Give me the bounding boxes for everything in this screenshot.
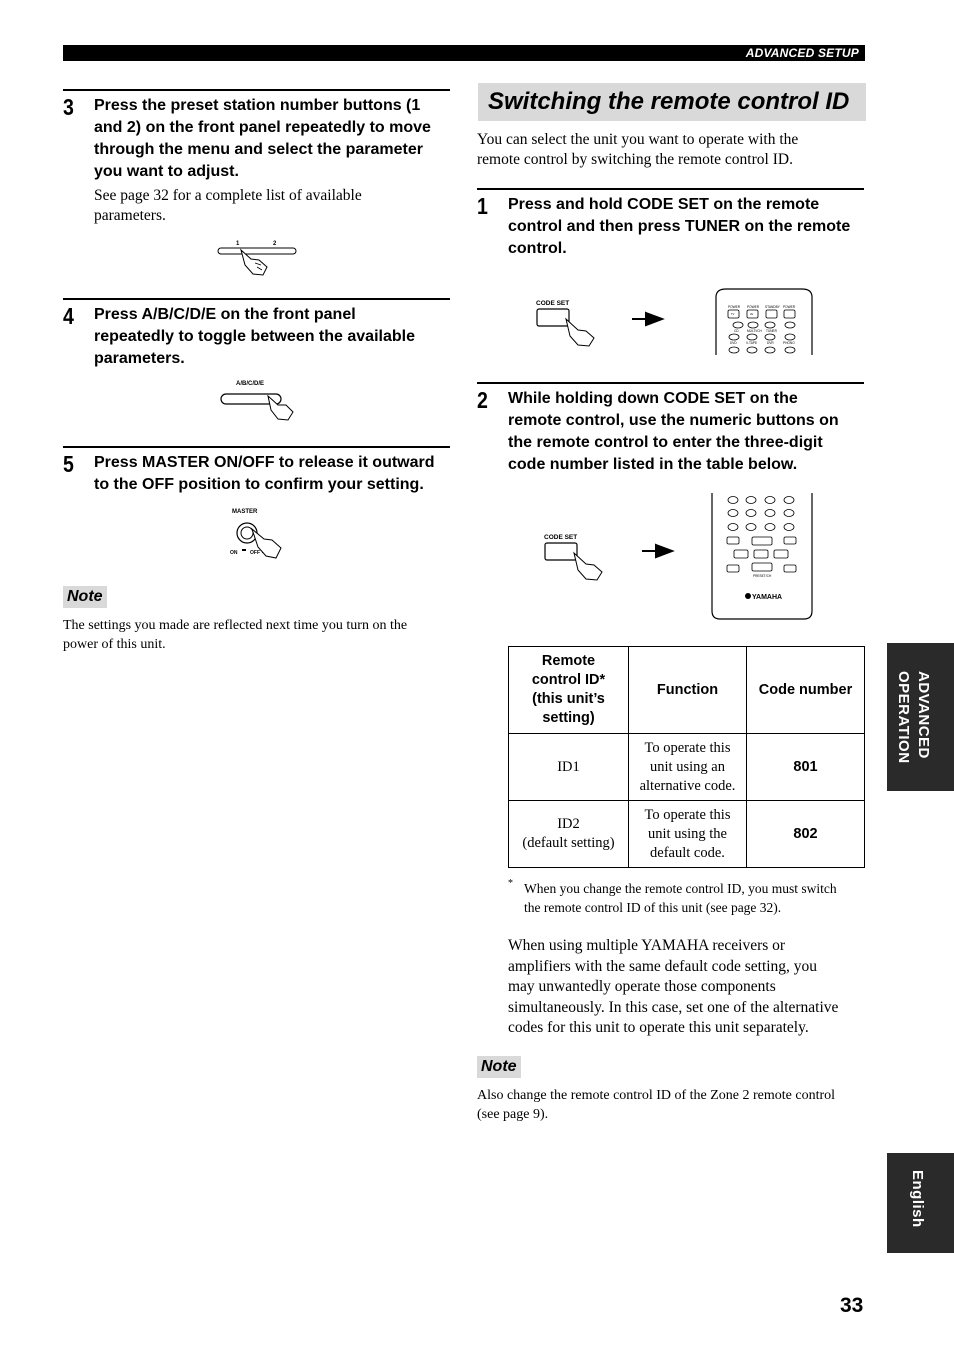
step-divider bbox=[477, 188, 864, 190]
step-5-number: 5 bbox=[63, 451, 74, 477]
right-step-2-number: 2 bbox=[477, 387, 488, 413]
code-number-table bbox=[508, 646, 865, 868]
cell-line: ID2 bbox=[557, 816, 580, 832]
note-line: power of this unit. bbox=[63, 637, 166, 652]
step-divider bbox=[63, 446, 450, 448]
cell-line: default code. bbox=[650, 844, 725, 861]
advanced-operation-label bbox=[893, 671, 933, 764]
table-cell-function bbox=[629, 734, 747, 801]
step-3-detail-line: parameters. bbox=[94, 207, 166, 224]
yamaha-logo: YAMAHA bbox=[752, 594, 783, 601]
table-header-row bbox=[509, 647, 865, 734]
tab-line: OPERATION bbox=[895, 671, 912, 764]
preset-label-2: 2 bbox=[273, 241, 277, 247]
step-divider bbox=[63, 298, 450, 300]
remote-label: POWER bbox=[747, 305, 760, 309]
remote-label: PHONO bbox=[783, 341, 795, 345]
right-step-2-instruction bbox=[508, 388, 868, 476]
step-4-number: 4 bbox=[63, 303, 74, 329]
cell-line: To operate this bbox=[644, 806, 731, 823]
language-tab[interactable] bbox=[887, 1153, 954, 1253]
table-row bbox=[509, 801, 865, 868]
step-divider bbox=[477, 382, 864, 384]
step-5-instruction bbox=[94, 452, 454, 496]
intro-line: You can select the unit you want to operate with the bbox=[477, 131, 799, 148]
preset-ch-label: PRESET/CH bbox=[753, 574, 772, 578]
header-line: setting) bbox=[542, 710, 595, 726]
step-3-detail bbox=[94, 186, 454, 226]
step-5-line: Press MASTER ON/OFF to release it outward bbox=[94, 454, 435, 471]
table-header-id bbox=[509, 647, 629, 734]
master-label: MASTER bbox=[232, 509, 258, 515]
remote-label: POWER bbox=[728, 305, 741, 309]
paragraph-line: simultaneously. In this case, set one of the alternative bbox=[508, 998, 839, 1016]
advanced-operation-tab[interactable] bbox=[887, 643, 954, 791]
step-4-line: parameters. bbox=[94, 350, 185, 367]
header-line: (this unit’s bbox=[532, 691, 605, 707]
cell-line: unit using an bbox=[650, 758, 725, 775]
paragraph-line: When using multiple YAMAHA receivers or bbox=[508, 937, 786, 954]
code-set-label: CODE SET bbox=[536, 300, 570, 307]
arrow-icon bbox=[630, 311, 666, 327]
code-set-button-illustration bbox=[542, 530, 612, 582]
remote-label: TV bbox=[731, 313, 735, 316]
abcde-label: A/B/C/D/E bbox=[236, 381, 265, 387]
intro-line: remote control by switching the remote control ID. bbox=[477, 151, 793, 168]
abcde-button-illustration bbox=[218, 378, 298, 423]
table-header-code: Code number bbox=[747, 647, 865, 734]
step-5-line: to the OFF position to confirm your setting. bbox=[94, 476, 424, 493]
step-divider bbox=[63, 89, 450, 91]
code-set-button-illustration bbox=[534, 295, 604, 347]
cell-line: unit using the bbox=[648, 825, 727, 842]
paragraph-line: amplifiers with the same default code setting, you bbox=[508, 957, 818, 975]
step-4-line: repeatedly to toggle between the available bbox=[94, 328, 415, 345]
table-cell-id: ID1 bbox=[509, 734, 629, 801]
step-3-detail-line: See page 32 for a complete list of available bbox=[94, 187, 362, 204]
header-bar bbox=[63, 45, 865, 61]
right-step-2-line: While holding down CODE SET on the bbox=[508, 390, 798, 407]
step-4-instruction bbox=[94, 304, 454, 370]
master-switch-illustration bbox=[226, 505, 290, 561]
paragraph-line: codes for this unit to operate this unit separately. bbox=[508, 1019, 809, 1036]
footnote-text bbox=[524, 879, 869, 917]
cell-line: To operate this bbox=[644, 739, 731, 756]
tab-line: ADVANCED bbox=[915, 671, 932, 759]
language-label: English bbox=[909, 1170, 926, 1228]
step-3-line: and 2) on the front panel repeatedly to move bbox=[94, 119, 431, 136]
intro-text bbox=[477, 130, 867, 170]
header-line: Remote bbox=[541, 653, 596, 669]
right-step-1-number: 1 bbox=[477, 193, 488, 219]
step-3-instruction bbox=[94, 95, 454, 183]
note-line: The settings you made are reflected next time you turn on the bbox=[63, 618, 408, 633]
left-note-text bbox=[63, 616, 453, 654]
table-row bbox=[509, 734, 865, 801]
step-3-line: through the menu and select the parameter bbox=[94, 141, 423, 158]
remote-label: V-TAPE bbox=[746, 341, 758, 345]
right-step-2-line: remote control, use the numeric buttons on bbox=[508, 412, 839, 429]
note-line: Also change the remote control ID of the Zone 2 remote control bbox=[477, 1088, 836, 1103]
on-label: ON bbox=[230, 550, 238, 556]
remote-label: TUNER bbox=[766, 329, 777, 333]
section-label: ADVANCED SETUP bbox=[745, 46, 859, 60]
table-cell-function bbox=[629, 801, 747, 868]
preset-buttons-illustration bbox=[215, 237, 300, 279]
remote-top-illustration bbox=[714, 287, 814, 357]
right-step-1-line: Press and hold CODE SET on the remote bbox=[508, 196, 820, 213]
remote-label: MULTI/CH bbox=[747, 329, 762, 333]
preset-label-1: 1 bbox=[236, 241, 240, 247]
section-title-box bbox=[478, 83, 866, 121]
arrow-icon bbox=[640, 543, 676, 559]
step-3-number: 3 bbox=[63, 94, 74, 120]
remote-bottom-illustration bbox=[708, 493, 816, 621]
note-label: Note bbox=[477, 1056, 521, 1078]
paragraph-line: may unwantedly operate those components bbox=[508, 978, 776, 995]
off-label: OFF bbox=[250, 550, 260, 556]
remote-label: CD bbox=[734, 329, 739, 333]
table-header-function: Function bbox=[629, 647, 747, 734]
right-step-2-line: the remote control to enter the three-digit bbox=[508, 434, 823, 451]
right-step-1-instruction bbox=[508, 194, 868, 260]
table-cell-code: 802 bbox=[747, 801, 865, 868]
multiple-receivers-paragraph bbox=[508, 936, 868, 1039]
remote-label: DVD bbox=[730, 341, 737, 345]
footnote-line: When you change the remote control ID, you must switch bbox=[524, 881, 837, 896]
header-line: control ID* bbox=[531, 672, 606, 688]
remote-label: POWER bbox=[783, 305, 796, 309]
note-line: (see page 9). bbox=[477, 1107, 549, 1122]
note-label: Note bbox=[63, 586, 107, 608]
table-cell-code: 801 bbox=[747, 734, 865, 801]
right-note-text bbox=[477, 1086, 867, 1124]
remote-label: AV bbox=[750, 313, 754, 316]
footnote-marker: * bbox=[508, 878, 513, 889]
right-step-1-line: control and then press TUNER on the remote bbox=[508, 218, 851, 235]
right-step-2-line: code number listed in the table below. bbox=[508, 456, 798, 473]
code-set-label: CODE SET bbox=[544, 534, 578, 541]
footnote-line: the remote control ID of this unit (see page 32). bbox=[524, 900, 782, 915]
cell-line: alternative code. bbox=[639, 777, 736, 794]
cell-line: (default setting) bbox=[522, 835, 615, 851]
remote-label: DVR bbox=[767, 341, 774, 345]
step-4-line: Press A/B/C/D/E on the front panel bbox=[94, 306, 356, 323]
step-3-line: you want to adjust. bbox=[94, 163, 239, 180]
right-step-1-line: control. bbox=[508, 240, 567, 257]
table-cell-id bbox=[509, 801, 629, 868]
page-title: Switching the remote control ID bbox=[488, 88, 850, 115]
step-3-line: Press the preset station number buttons (1 bbox=[94, 97, 421, 114]
remote-label: STANDBY bbox=[765, 305, 780, 309]
page-number: 33 bbox=[840, 1294, 864, 1317]
